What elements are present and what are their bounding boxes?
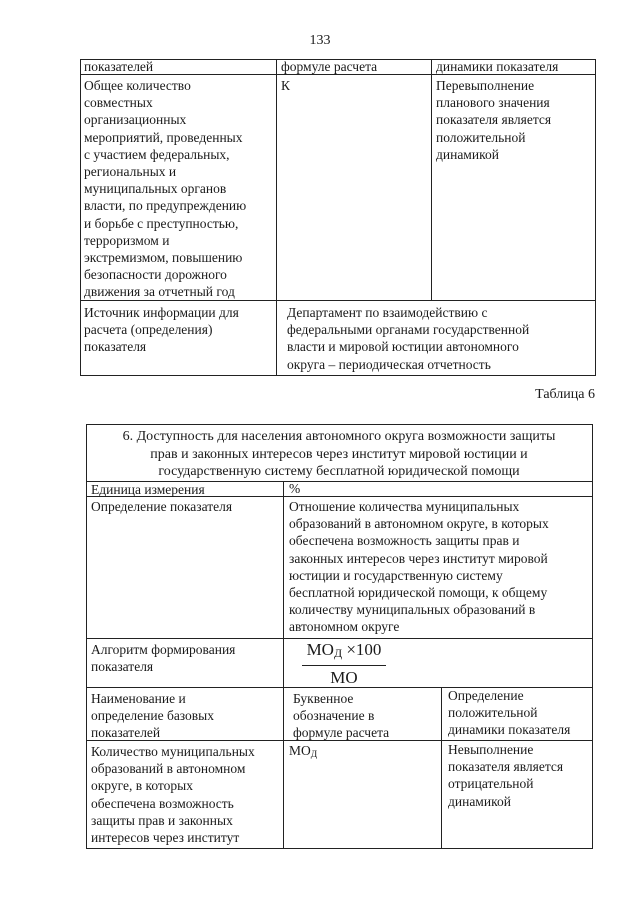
- base-name-cell: Количество муниципальных образований в автономном округе, в которых обеспечена возможность защиты прав и законных интересов через институт: [91, 744, 255, 846]
- base-symbol-cell: $МО_Д$: [289, 743, 318, 760]
- indicator-name-cell: Общее количество совместных организационных мероприятий, проведенных с участием федеральных, региональных и муниципальных органов власти, по предупреждению и борьбе с преступностью, терроризмом и экстремизмом, повышению безопасности дорожного движения за отчетный год: [84, 78, 247, 300]
- table-rule: [592, 424, 593, 849]
- header-cell-symbol: формуле расчета: [281, 59, 378, 74]
- unit-value-cell: %: [289, 481, 301, 496]
- definition-label-cell: Определение показателя: [91, 499, 233, 514]
- formula-numerator: $МО_Д \times 100$: [306, 640, 382, 660]
- table-title: 6. Доступность для населения автономного округа возможности защиты прав и законных интересов через институт мировой юстиции и государственную систему бесплатной юридической помощи: [122, 429, 556, 480]
- base-header-dynamics: Определение положительной динамики показателя: [448, 688, 571, 738]
- unit-label-cell: Единица измерения: [91, 482, 205, 497]
- indicator-symbol-cell: К: [281, 78, 291, 93]
- header-cell-name: показателей: [84, 59, 154, 74]
- table-rule: [431, 59, 432, 301]
- definition-value-cell: Отношение количества муниципальных образований в автономном округе, в которых обеспечена возможность защиты прав и законных интересов через институт мировой юстиции и государственную систему бесплатной юридической помощи, к общему количеству муниципальных образований в автономном округе: [289, 499, 549, 635]
- indicator-dynamics-cell: Перевыполнение планового значения показателя является положительной динамикой: [436, 78, 552, 162]
- formula-denominator: МО: [330, 668, 358, 687]
- base-header-symbol: Буквенное обозначение в формуле расчета: [293, 691, 390, 741]
- table-rule: [441, 687, 442, 849]
- table-rule: [283, 481, 284, 849]
- table-rule: [80, 59, 81, 376]
- header-cell-dynamics: динамики показателя: [436, 59, 559, 74]
- base-header-name: Наименование и определение базовых показателей: [91, 691, 215, 741]
- base-dynamics-cell: Невыполнение показателя является отрицательной динамикой: [448, 742, 564, 809]
- table-caption: Таблица 6: [535, 387, 595, 402]
- page-number: 133: [309, 33, 331, 48]
- source-value-cell: Департамент по взаимодействию с федеральными органами государственной власти и мировой юстиции автономного округа – периодическая отчетность: [287, 305, 530, 372]
- table-rule: [86, 848, 593, 849]
- algorithm-label-cell: Алгоритм формирования показателя: [91, 642, 236, 675]
- table-rule: [276, 59, 277, 376]
- formula: [298, 639, 390, 690]
- source-label-cell: Источник информации для расчета (определения) показателя: [84, 305, 239, 355]
- table-rule: [595, 59, 596, 376]
- table-rule: [86, 424, 87, 849]
- table-rule: [86, 424, 593, 425]
- table-rule: [80, 375, 596, 376]
